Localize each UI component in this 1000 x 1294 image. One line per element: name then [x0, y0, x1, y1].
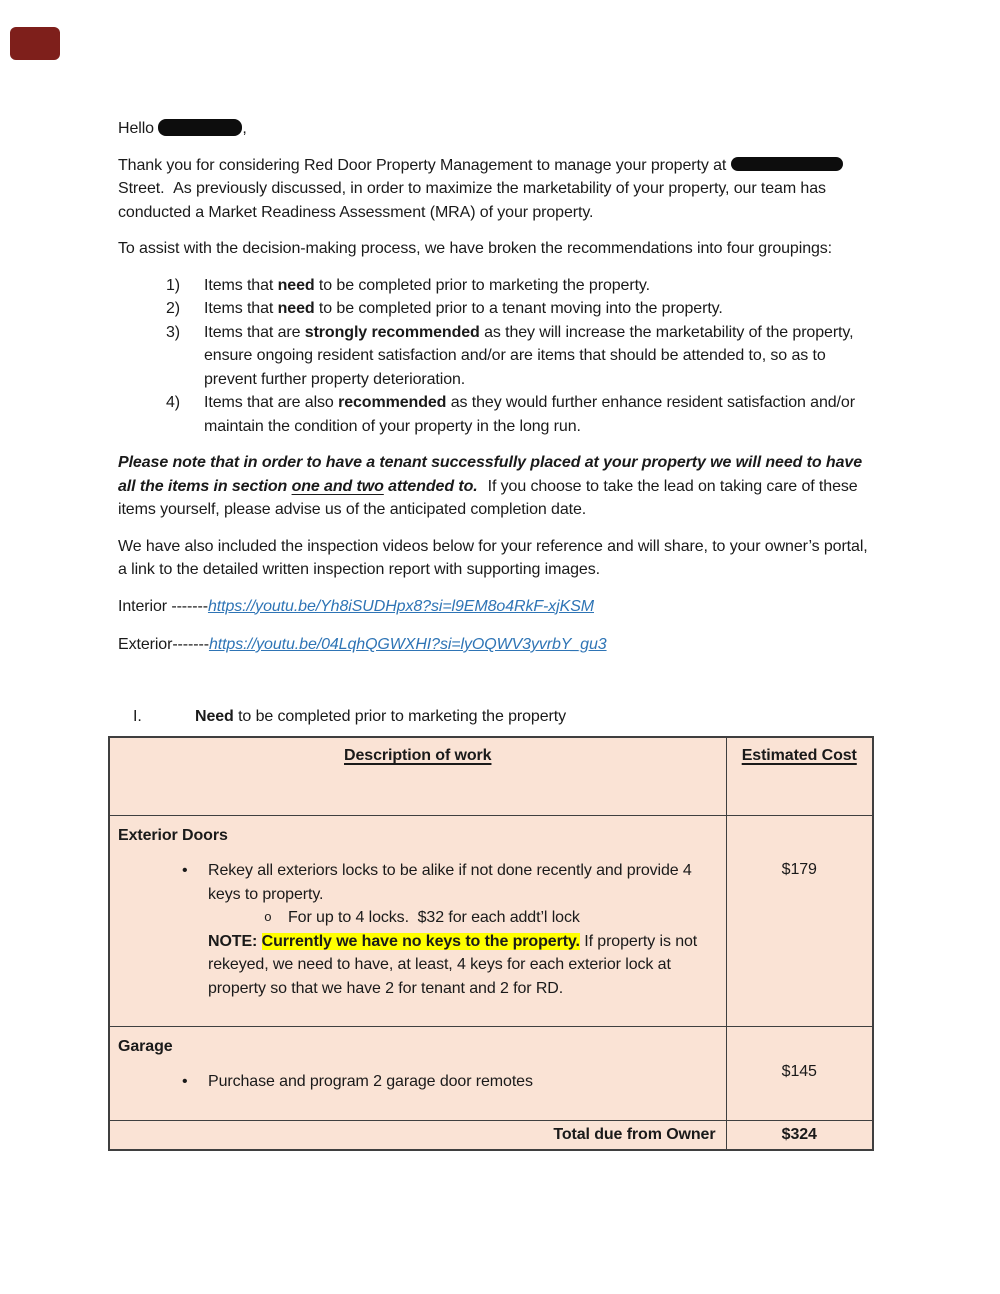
note-bold-italic: attended to. — [383, 477, 478, 495]
sub-bullet-item — [264, 906, 716, 930]
header-description-cell — [109, 737, 726, 815]
intro-text-before: Thank you for considering Red Door Property Management to manage your property at — [118, 156, 727, 174]
note-underlined: one and two — [291, 477, 384, 495]
note-bold-italic: Please note that in order to have a tenant successfully placed at your property we will need to have all the items in section — [118, 454, 862, 495]
garage-cost-cell — [726, 1026, 873, 1120]
grouping-item-1 — [166, 274, 880, 298]
bullet-item — [182, 1070, 716, 1094]
exterior-doors-cost-cell — [726, 815, 873, 1026]
table-header-row — [109, 737, 873, 815]
redacted-recipient-name — [158, 119, 242, 136]
item-text: as they would further enhance resident satisfaction and/or maintain the condition of your property in the long run. — [204, 394, 855, 435]
redacted-street-address — [731, 157, 843, 171]
interior-label: Interior ------- — [118, 597, 208, 615]
exterior-video-line — [118, 633, 880, 657]
bullet-icon: • — [182, 1073, 188, 1090]
item-text: to be completed prior to marketing the property. — [314, 276, 650, 294]
item-number: 4) — [166, 394, 181, 411]
item-number: 3) — [166, 323, 181, 341]
cost-value: $145 — [781, 1062, 817, 1080]
note-rest-text: If property is not rekeyed, we need to have, at least, 4 keys for each exterior lock at property so that we have 2 for tenant and 2 for RD. — [208, 932, 698, 997]
header-cost-cell — [726, 737, 873, 815]
item-text: Items that are — [204, 323, 305, 341]
cost-value: $179 — [781, 860, 817, 878]
note-label: NOTE: — [208, 932, 262, 950]
rekey-note — [208, 930, 716, 1001]
interior-video-line — [118, 595, 880, 619]
item-text: Items that are also — [204, 394, 339, 411]
red-redaction-mark — [10, 27, 60, 60]
greeting-text: Hello — [118, 120, 154, 137]
sub-bullet-icon: o — [264, 910, 272, 925]
grouping-item-2 — [166, 297, 880, 321]
garage-description-cell — [109, 1026, 726, 1120]
total-value: $324 — [726, 1120, 873, 1150]
item-bold-text: strongly recommended — [304, 323, 480, 341]
row-title: Garage — [118, 1037, 173, 1055]
exterior-video-link[interactable]: https://youtu.be/04LqhQGWXHI?si=lyOQWV3yvrbY_gu3 — [208, 636, 607, 653]
bullet-text: Rekey all exteriors locks to be alike if not done recently and provide 4 keys to property. — [208, 862, 692, 903]
table-row-exterior-doors — [109, 815, 873, 1026]
header-description: Description of work — [344, 747, 492, 764]
table-row-garage — [109, 1026, 873, 1120]
item-number: 1) — [166, 276, 181, 294]
note-highlighted-text: Currently we have no keys to the property. — [261, 932, 580, 950]
section-heading-bold: Need — [195, 707, 234, 725]
videos-paragraph: We have also included the inspection videos below for your reference and will share, to your owner’s portal, a link to the detailed written inspection report with supporting images. — [118, 537, 868, 578]
mra-cost-table — [108, 736, 874, 1151]
greeting-line — [118, 117, 880, 141]
item-bold-text: need — [277, 300, 315, 317]
item-bold-text: need — [277, 276, 315, 294]
sub-bullet-text: For up to 4 locks. $32 for each addt’l lock — [288, 909, 580, 926]
exterior-doors-description-cell — [109, 815, 726, 1026]
section-heading-rest: to be completed prior to marketing the property — [233, 707, 566, 725]
exterior-label: Exterior------- — [118, 636, 209, 653]
section-numeral: I. — [133, 707, 142, 725]
item-bold-text: recommended — [338, 394, 447, 411]
section-heading — [118, 705, 880, 729]
interior-video-link[interactable]: https://youtu.be/Yh8iSUDHpx8?si=l9EM8o4RkF-xjKSM — [207, 597, 594, 615]
grouping-item-4 — [166, 391, 880, 438]
bullet-text: Purchase and program 2 garage door remotes — [208, 1073, 533, 1090]
item-number: 2) — [166, 300, 181, 317]
grouping-item-3 — [166, 321, 880, 392]
table-total-row — [109, 1120, 873, 1150]
item-text: as they will increase the marketability of the property, ensure ongoing resident satisfaction and/or are items that should be attended to, so as to prevent further property deterioration. — [204, 323, 854, 388]
greeting-comma: , — [242, 120, 247, 137]
bullet-icon: • — [182, 862, 188, 879]
groupings-intro-paragraph: To assist with the decision-making process, we have broken the recommendations into four groupings: — [118, 240, 833, 257]
important-note-paragraph — [118, 451, 880, 522]
letter-body — [118, 117, 880, 1151]
item-text: Items that — [204, 276, 278, 294]
groupings-list — [166, 274, 880, 439]
item-text: to be completed prior to a tenant moving into the property. — [314, 300, 723, 317]
row-title: Exterior Doors — [118, 826, 228, 844]
intro-text-after: Street. As previously discussed, in order to maximize the marketability of your property, our team has conducted a Market Readiness Assessment (MRA) of your property. — [118, 180, 826, 221]
bullet-item — [182, 859, 716, 906]
header-cost: Estimated Cost — [741, 747, 857, 764]
note-regular-text: If you choose to take the lead on taking care of these items yourself, please advise us of the anticipated completion date. — [118, 477, 858, 518]
total-label: Total due from Owner — [109, 1120, 726, 1150]
intro-paragraph — [118, 154, 880, 225]
item-text: Items that — [204, 300, 278, 317]
